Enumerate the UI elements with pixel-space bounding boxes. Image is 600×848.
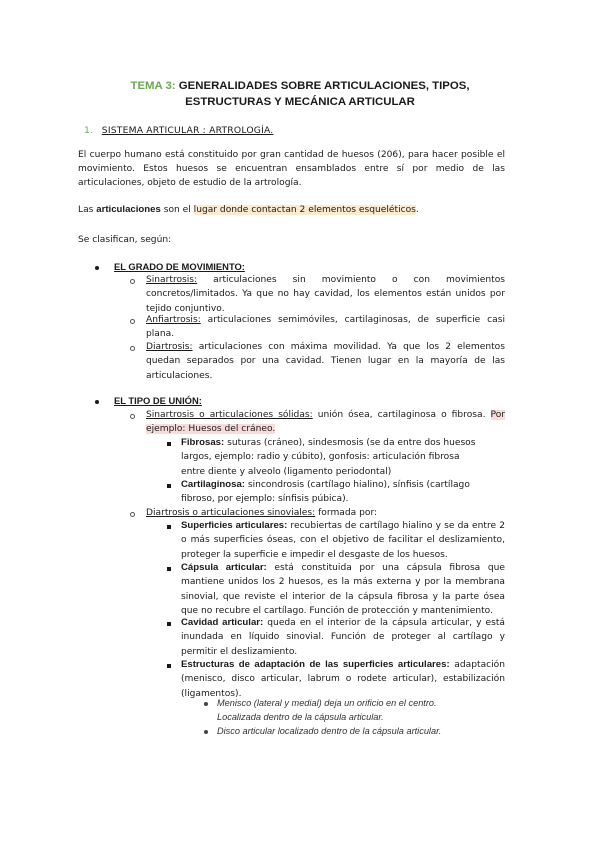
- def-highlight: lugar donde contactan 2 elementos esqueléticos: [193, 205, 416, 215]
- circle-bullet-icon: [130, 279, 135, 284]
- circle-bullet-icon: [130, 512, 135, 517]
- text-estructuras: adaptación (menisco, disco articular, labrum o rodete articular), estabilización (ligamentos).: [181, 660, 505, 699]
- circle-bullet-icon: [130, 414, 135, 419]
- sub-item-capsula: [181, 561, 505, 619]
- section-title: SISTEMA ARTICULAR : ARTROLOGÍA.: [101, 125, 274, 136]
- def-mid: son el: [160, 205, 194, 215]
- def-end: .: [415, 205, 419, 215]
- text-solidas: unión ósea, cartilaginosa o fibrosa.: [312, 410, 491, 420]
- heading-grado: EL GRADO DE MOVIMIENTO:: [114, 261, 245, 272]
- bold-cartilaginosa: Cartilaginosa:: [181, 479, 245, 490]
- bullet-dot-icon: [95, 266, 99, 270]
- classify-paragraph: Se clasifican, según:: [78, 235, 172, 245]
- def-bold: articulaciones: [96, 204, 161, 215]
- sub-item-estructuras: [181, 658, 505, 701]
- text-diartrosis: articulaciones con máxima movilidad. Ya que los 2 elementos quedan separados por una cavidad. Tienen lugar en la mayoría de las articulaciones.: [146, 342, 505, 381]
- title-line2: ESTRUCTURAS Y MECÁNICA ARTICULAR: [185, 96, 415, 108]
- text-sinoviales: formada por:: [315, 508, 378, 518]
- bullet-dot-icon: [95, 400, 99, 404]
- sub-item-cartilaginosa: [181, 478, 481, 507]
- intro-paragraph: El cuerpo humano está constituido por gran cantidad de huesos (206), para hacer posible el movimiento. Estos huesos se encuentran ensamblados entre sí por medio de las articulaciones, objeto de estudio de la artrología.: [78, 150, 505, 189]
- circle-bullet-icon: [130, 319, 135, 324]
- dot-bullet-icon: [204, 730, 208, 734]
- highlight-craneo: Por ejemplo: Huesos del cráneo.: [146, 410, 505, 435]
- list-item-diartrosis: [146, 340, 505, 383]
- text-cavidad: queda en el interior de la cápsula articular, y está inundada en líquido sinovial. Función de proteger al cartílago y permitir el deslizamiento.: [181, 618, 505, 657]
- bold-superficies: Superficies articulares:: [181, 520, 288, 531]
- bold-cavidad: Cavidad articular:: [181, 617, 264, 628]
- definition-paragraph: [78, 203, 505, 217]
- section-number: 1.: [84, 125, 93, 136]
- title-accent: TEMA 3:: [130, 80, 176, 92]
- subsub-disco: Disco articular localizado dentro de la cápsula articular.: [217, 726, 442, 736]
- square-bullet-icon: [167, 442, 171, 446]
- term-anfiartrosis: Anfiartrosis:: [146, 315, 201, 325]
- sub-item-superficies: [181, 519, 505, 562]
- term-sinartrosis: Sinartrosis:: [146, 275, 198, 285]
- list-item-anfiartrosis: [146, 313, 505, 342]
- def-pre: Las: [78, 205, 97, 215]
- list-item-solidas: [146, 408, 505, 437]
- text-anfiartrosis: articulaciones semimóviles, cartilaginosas, de superficie casi plana.: [146, 315, 505, 340]
- square-bullet-icon: [167, 664, 171, 668]
- dot-bullet-icon: [204, 702, 208, 706]
- list-item-sinartrosis: [146, 273, 505, 316]
- sub-item-fibrosas: [181, 436, 481, 479]
- term-sinoviales: Diartrosis o articulaciones sinoviales:: [146, 508, 316, 518]
- section-1-heading: [84, 125, 273, 136]
- text-fibrosas: suturas (cráneo), sindesmosis (se da entre dos huesos largos, ejemplo: radio y cúbito), gonfosis: articulación fibrosa entre diente y alveolo (ligamento periodontal): [181, 438, 476, 477]
- text-sinartrosis: articulaciones sin movimiento o con movimientos concretos/limitados. Ya que no hay cavidad, los elementos están unidos por tejido conjuntivo.: [146, 275, 505, 314]
- bold-estructuras: Estructuras de adaptación de las superficies articulares:: [181, 659, 450, 670]
- text-superficies: recubiertas de cartílago hialino y se da entre 2 o más superficies óseas, con el objetivo de facilitar el deslizamiento, proteger la superficie e impedir el desgaste de los huesos.: [181, 521, 505, 560]
- term-diartrosis: Diartrosis:: [146, 342, 193, 352]
- bold-fibrosas: Fibrosas:: [181, 437, 225, 448]
- square-bullet-icon: [167, 567, 171, 571]
- square-bullet-icon: [167, 484, 171, 488]
- page-title: [60, 78, 540, 110]
- text-capsula: está constituida por una cápsula fibrosa que mantiene unidos los 2 huesos, es la más externa y por la membrana sinovial, que reviste el interior de la cápsula fibrosa y la parte ósea que no recubre el cartílago. Función de protección y mantenimiento.: [181, 563, 505, 617]
- bold-capsula: Cápsula articular:: [181, 562, 267, 573]
- heading-union: EL TIPO DE UNIÓN:: [114, 395, 202, 406]
- title-rest: GENERALIDADES SOBRE ARTICULACIONES, TIPOS,: [175, 80, 470, 92]
- square-bullet-icon: [167, 525, 171, 529]
- subsub-menisco: Menisco (lateral y medial) deja un orificio en el centro. Localizada dentro de la cápsula articular.: [217, 698, 437, 722]
- square-bullet-icon: [167, 622, 171, 626]
- text-cartilaginosa: sincondrosis (cartílago hialino), sínfisis (cartílago fibroso, por ejemplo: sínfisis púbica).: [181, 480, 470, 505]
- circle-bullet-icon: [130, 346, 135, 351]
- term-solidas: Sinartrosis o articulaciones sólidas:: [146, 410, 313, 420]
- sub-item-cavidad: [181, 616, 505, 659]
